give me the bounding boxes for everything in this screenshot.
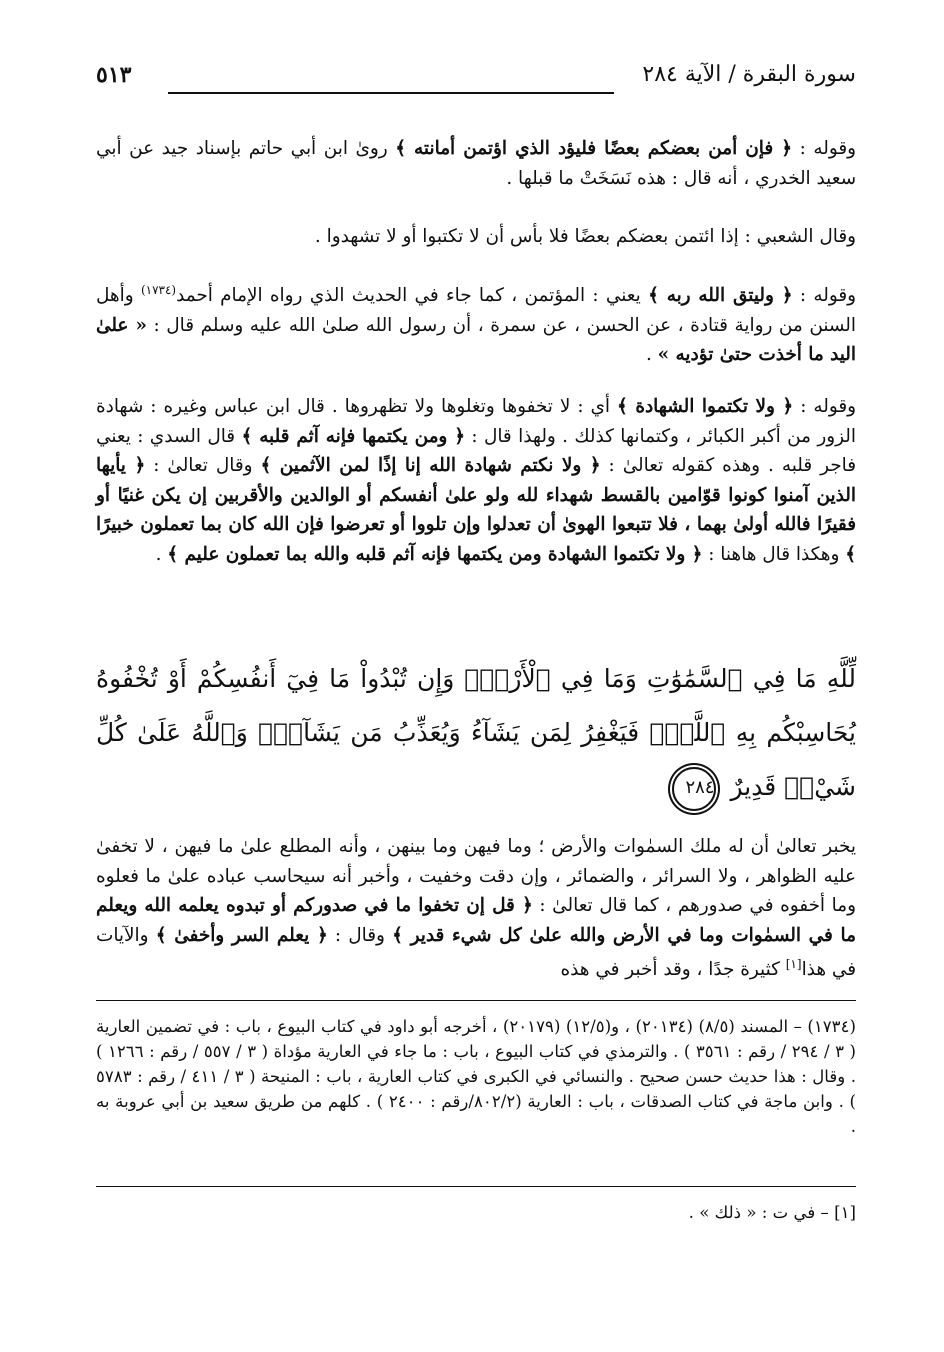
footnote-ref: (١٧٣٤) bbox=[140, 283, 177, 297]
footnote-1734: (١٧٣٤) – المسند (٨/٥) (٢٠١٣٤) ، و(١٢/٥) (٢٠١٧٩) ، أخرجه أبو داود في كتاب البيوع ، باب : في تضمين العارية ( ٣ / ٢٩٤ / رقم : ٣٥٦١ ) . والترمذي في كتاب البيوع ، باب : ما جاء في العارية مؤداة ( ٣ / ٥٥٧ / رقم : ١٢٦٦ ) . وقال : هذا حديث حسن صحيح . والنسائي في الكبرى في كتاب العارية ، باب : المنيحة ( ٣ / ٤١١ / رقم : ٥٧٨٣ ) . وابن ماجة في كتاب الصدقات ، باب : العارية (٨٠٢/٢/رقم : ٢٤٠٠ ) . كلهم من طريق سعيد بن أبي عروبة به . bbox=[96, 1017, 856, 1136]
quran-verse-text: لِّلَّهِ مَا فِي ٱلسَّمَٰوَٰتِ وَمَا فِي ٱلْأَرْضِۗ وَإِن تُبْدُواْ مَا فِيٓ أَنفُسِكُمْ أَوْ تُخْفُوهُ يُحَاسِبْكُم بِهِ ٱللَّهُۖ فَيَغْفِرُ لِمَن يَشَآءُ وَيُعَذِّبُ مَن يَشَآءُۗ وَٱللَّهُ عَلَىٰ كُلِّ شَيْءٖ قَدِيرٌ bbox=[96, 664, 856, 801]
ayah-number-marker: ٢٨٤ bbox=[672, 767, 716, 811]
text-run: روىٰ ابن أبي حاتم بإسناد جيد عن أبي سعيد الخدري ، أنه قال : هذه نَسَخَتْ ما قبلها . bbox=[96, 138, 856, 189]
text-run: وقال تعالىٰ : bbox=[145, 455, 261, 476]
quran-quote: ﴿ قل إن تخفوا ما في صدوركم أو تبدوه يعلمه الله ويعلم ما في السمٰوات وما في الأرض والله علىٰ كل شيء قدير ﴾ bbox=[96, 895, 856, 946]
text-run: كثيرة جدًا ، وقد أخبر في هذه bbox=[560, 959, 786, 981]
footnote-1: [١] – في ت : « ذلك » . bbox=[688, 1203, 856, 1222]
quran-quote: ﴿ يأيها الذين آمنوا كونوا قوّامين بالقسط شهداء لله ولو علىٰ أنفسكم أو الوالدين والأقربين إن يكن غنيًا أو فقيرًا فالله أولىٰ بهما ، فلا تتبعوا الهوىٰ أن تعدلوا وإن تلووا أو تعرضوا فإن الله كان بما تعملون خبيرًا ﴾ bbox=[96, 455, 856, 565]
quran-verse-block bbox=[96, 652, 856, 814]
quran-quote: ﴿ ولا نكتم شهادة الله إنا إذًا لمن الآثمين ﴾ bbox=[260, 455, 601, 476]
text-run: أي : لا تخفوها وتغلوها ولا تظهروها . قال ابن عباس وغيره : شهادة الزور من أكبر الكبائر ، وكتمانها كذلك . ولهذا قال : bbox=[96, 396, 857, 447]
text-run: وقوله : bbox=[792, 285, 856, 307]
paragraph-4 bbox=[96, 392, 856, 569]
quran-quote: ﴿ وليتق الله ربه ﴾ bbox=[648, 285, 793, 307]
running-title: سورة البقرة / الآية ٢٨٤ bbox=[642, 62, 856, 87]
text-run: يعني : المؤتمن ، كما جاء في الحديث الذي رواه الإمام أحمد bbox=[176, 285, 649, 307]
text-run: وقال الشعبي : إذا ائتمن بعضكم بعضًا فلا بأس أن لا تكتبوا أو لا تشهدوا . bbox=[314, 226, 856, 247]
text-run: وقوله : bbox=[792, 138, 856, 159]
quran-quote: ﴿ يعلم السر وأخفىٰ ﴾ bbox=[155, 924, 328, 946]
quran-quote: ﴿ فإن أمن بعضكم بعضًا فليؤد الذي اؤتمن أمانته ﴾ bbox=[395, 138, 793, 159]
footnote-separator-2 bbox=[96, 1186, 856, 1187]
footnote-separator bbox=[96, 1000, 856, 1001]
text-run: وأهل السنن من رواية قتادة ، عن الحسن ، عن سمرة ، أن رسول الله صلىٰ الله عليه وسلم قال : bbox=[96, 285, 856, 336]
paragraph-5 bbox=[96, 832, 856, 985]
header-rule bbox=[168, 92, 614, 94]
quran-quote: ﴿ ولا تكتموا الشهادة ﴾ bbox=[617, 396, 794, 417]
text-run: قال السدي : يعني فاجر قلبه . وهذه كقوله تعالىٰ : bbox=[96, 425, 857, 476]
text-run: وقوله : bbox=[793, 396, 857, 417]
paragraph-2 bbox=[96, 222, 856, 252]
hadith-quote: « علىٰ اليد ما أخذت حتىٰ تؤديه » bbox=[96, 314, 856, 366]
page-number: ٥١٣ bbox=[96, 62, 132, 88]
page-header bbox=[96, 62, 856, 98]
text-run: وقال : bbox=[327, 924, 393, 946]
text-run: يخبر تعالىٰ أن له ملك السمٰوات والأرض ؛ وما فيهن وما بينهن ، وأنه المطلع علىٰ ما فيهن ، لا تخفىٰ عليه الظواهر ، ولا السرائر ، والضمائر ، وإن دقت وخفيت ، وأخبر أنه سيحاسب عباده علىٰ ما فعلوه وما أخفوه في صدورهم ، كما قال تعالىٰ : bbox=[96, 836, 856, 916]
paragraph-3 bbox=[96, 276, 856, 370]
text-run: . bbox=[645, 344, 658, 366]
paragraph-1 bbox=[96, 134, 856, 193]
quran-quote: ﴿ ولا تكتموا الشهادة ومن يكتمها فإنه آثم قلبه والله بما تعملون عليم ﴾ bbox=[167, 543, 703, 565]
footnote-ref: [١] bbox=[785, 957, 802, 971]
text-run: والآيات في هذا bbox=[96, 924, 856, 981]
quran-quote: ﴿ ومن يكتمها فإنه آثم قلبه ﴾ bbox=[241, 425, 466, 447]
text-run: وهكذا قال هاهنا : bbox=[702, 543, 846, 565]
text-run: . bbox=[155, 543, 168, 565]
